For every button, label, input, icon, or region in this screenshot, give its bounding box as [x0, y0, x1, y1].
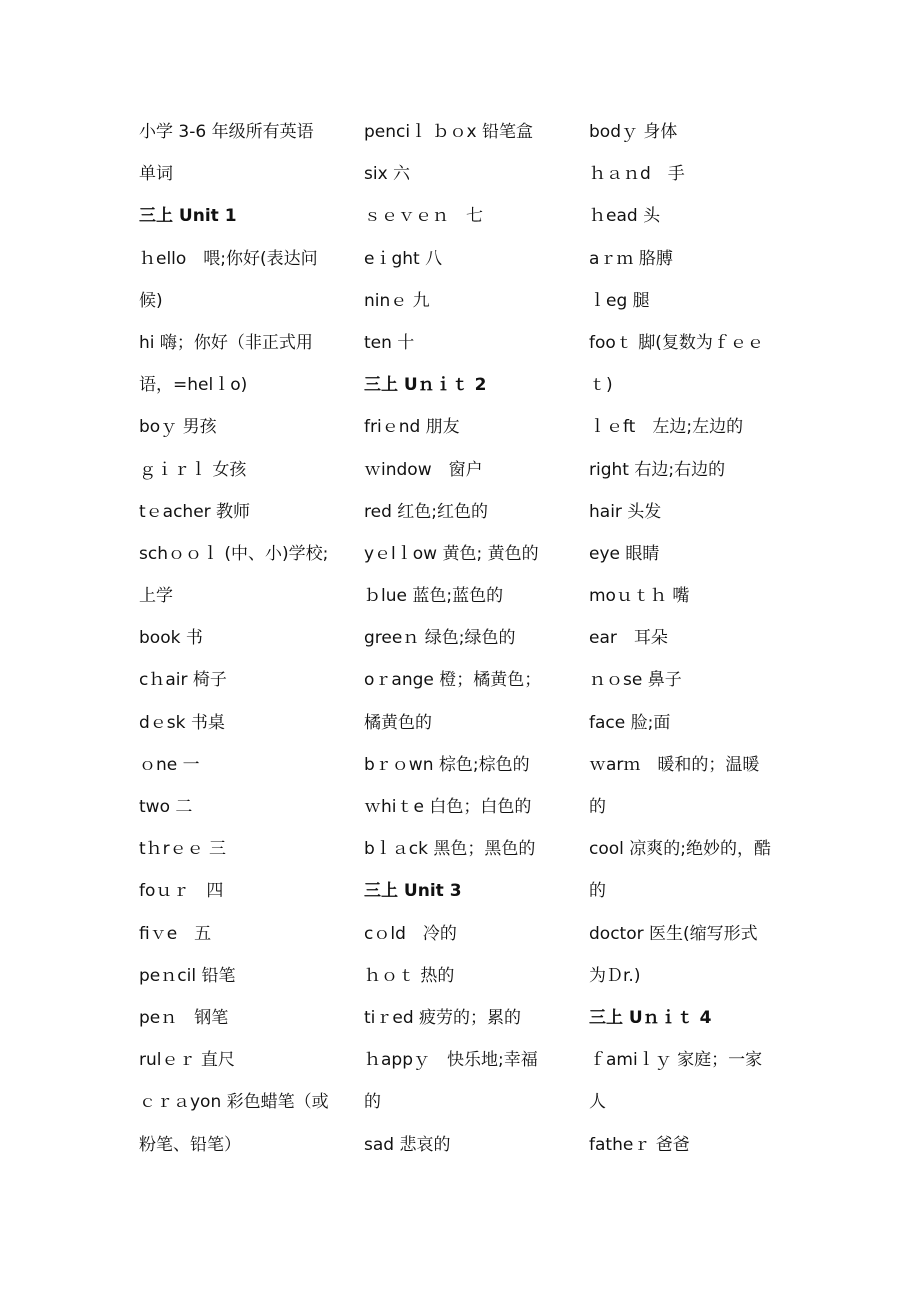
vocab-line: peｎcil 铅笔 — [139, 965, 236, 986]
vocab-line: cool 凉爽的;绝妙的，酷 — [589, 839, 772, 860]
vocab-line: book 书 — [139, 628, 203, 649]
vocab-line: six 六 — [364, 164, 411, 185]
vocab-line: 橘黄色的 — [364, 712, 432, 733]
vocab-line: ｆamiｌｙ 家庭；一家 — [589, 1050, 763, 1071]
vocab-line: red 红色;红色的 — [364, 501, 488, 522]
vocab-line: ｓｅｖｅｎ 七 — [364, 206, 483, 227]
vocab-line: eye 眼睛 — [589, 543, 660, 564]
vocab-line: ｏne 一 — [139, 754, 200, 775]
vocab-line: ear 耳朵 — [589, 628, 668, 649]
vocab-line: yｅlｌow 黄色; 黄色的 — [364, 543, 539, 564]
vocab-line: moｕｔｈ 嘴 — [589, 586, 690, 607]
vocab-line: eｉght 八 — [364, 248, 443, 269]
vocab-line: foｕｒ 四 — [139, 881, 224, 902]
column-1 — [139, 111, 344, 1166]
vocab-line: peｎ 钢笔 — [139, 1007, 229, 1028]
vocab-line: ｌｅft 左边;左边的 — [589, 417, 744, 438]
column-3 — [589, 111, 794, 1166]
vocab-line: 粉笔、铅笔） — [139, 1134, 241, 1155]
vocab-line: ｗhiｔe 白色；白色的 — [364, 797, 532, 817]
vocab-line: doctor 医生(缩写形式 — [589, 923, 758, 944]
vocab-line: tｅacher 教师 — [139, 501, 251, 522]
vocab-line: ｇｉｒｌ 女孩 — [139, 459, 247, 480]
vocab-line: ｈello 喂;你好(表达问 — [139, 248, 318, 269]
vocab-line: two 二 — [139, 797, 193, 817]
vocab-line: rulｅｒ 直尺 — [139, 1050, 235, 1071]
vocab-line: tｈrｅｅ 三 — [139, 839, 227, 860]
vocab-line: face 脸;面 — [589, 712, 671, 733]
unit-heading: 三上 Uｎｉｔ 4 — [589, 1007, 712, 1028]
vocab-line: bｌａck 黑色；黑色的 — [364, 839, 536, 860]
vocab-line: ｗindow 窗户 — [364, 459, 483, 480]
vocab-line: tiｒed 疲劳的；累的 — [364, 1007, 522, 1028]
unit-heading: 三上 Unit 1 — [139, 206, 237, 227]
vocab-line: greeｎ 绿色;绿色的 — [364, 628, 516, 649]
vocab-line: aｒｍ 胳膊 — [589, 248, 673, 269]
vocab-line: penciｌ ｂｏx 铅笔盒 — [364, 122, 533, 142]
vocab-line: 候) — [139, 290, 163, 311]
vocab-line: 人 — [589, 1092, 606, 1113]
vocab-line: 上学 — [139, 586, 173, 607]
vocab-line: ｔ) — [589, 375, 613, 396]
vocab-line: cｏld 冷的 — [364, 923, 457, 944]
vocab-line: bｒｏwn 棕色;棕色的 — [364, 754, 530, 775]
vocab-line: ｈａｎd 手 — [589, 164, 685, 185]
vocab-line: 语，=helｌo) — [139, 375, 248, 396]
vocab-line: friｅnd 朋友 — [364, 417, 460, 438]
vocab-line: 的 — [364, 1092, 381, 1113]
vocab-line: ｈead 头 — [589, 206, 661, 227]
vocab-line: ninｅ 九 — [364, 290, 430, 311]
vocab-line: ｌeg 腿 — [589, 290, 650, 311]
vocab-line: ｎｏse 鼻子 — [589, 670, 682, 691]
vocab-line: ten 十 — [364, 332, 415, 353]
unit-heading: 三上 Uｎｉｔ 2 — [364, 375, 487, 396]
vocab-line: ｈｏｔ 热的 — [364, 965, 455, 986]
vocab-line: 的 — [589, 881, 606, 902]
vocab-line: dｅsk 书桌 — [139, 712, 225, 733]
vocab-line: oｒange 橙；橘黄色； — [364, 670, 542, 691]
vocab-line: 的 — [589, 797, 606, 817]
vocab-line: fooｔ 脚(复数为ｆｅｅ — [589, 332, 764, 353]
vocab-line: boｙ 男孩 — [139, 417, 217, 438]
vocab-line: sad 悲哀的 — [364, 1134, 451, 1155]
unit-heading: 三上 Unit 3 — [364, 881, 462, 902]
vocab-line: fatheｒ 爸爸 — [589, 1134, 690, 1155]
vocab-line: 小学 3-6 年级所有英语 — [139, 122, 314, 142]
vocab-line: hi 嗨；你好（非正式用 — [139, 332, 313, 353]
vocab-line: fiｖe 五 — [139, 923, 212, 944]
vocab-line: 为Ｄr.) — [589, 965, 641, 986]
vocab-line: ｂlue 蓝色;蓝色的 — [364, 586, 504, 607]
vocab-line: ｃｒａyon 彩色蜡笔（或 — [139, 1092, 329, 1113]
vocab-line: right 右边;右边的 — [589, 459, 726, 480]
vocab-line: hair 头发 — [589, 501, 662, 522]
vocab-line: schｏｏｌ (中、小)学校; — [139, 543, 329, 564]
vocab-line: bodｙ 身体 — [589, 122, 678, 142]
vocab-line: cｈair 椅子 — [139, 670, 227, 691]
column-2 — [364, 111, 569, 1166]
vocab-line: 单词 — [139, 164, 173, 185]
vocab-line: ｗarｍ 暖和的；温暖 — [589, 754, 760, 775]
vocab-line: ｈappｙ 快乐地;幸福 — [364, 1050, 538, 1071]
